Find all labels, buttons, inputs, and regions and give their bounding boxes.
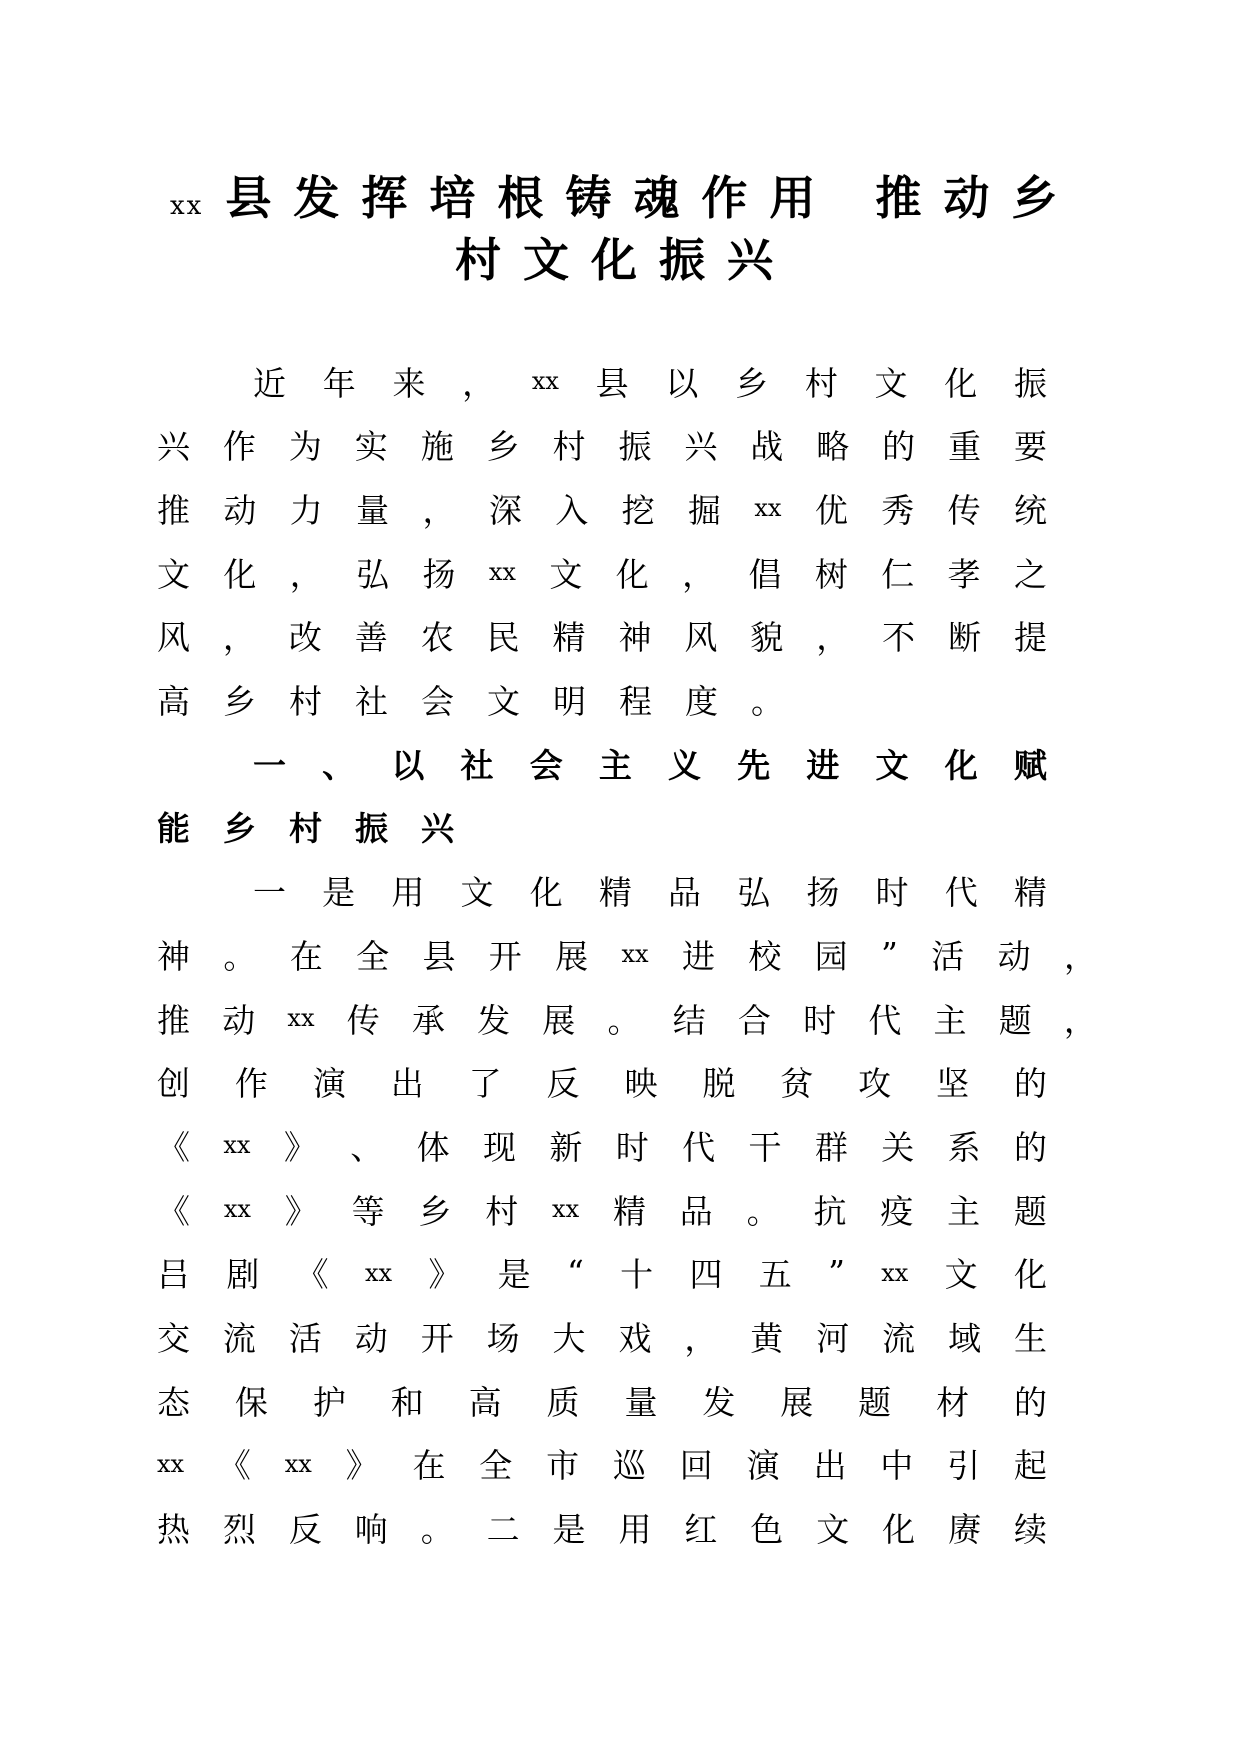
document-title-line-2 bbox=[455, 224, 795, 290]
body-line: 交 流 活 动 开 场 大 戏 ， 黄 河 流 域 生 bbox=[157, 1319, 1047, 1358]
body-line: 推 动 力 量 ， 深 入 挖 掘 xx 优 秀 传 统 bbox=[157, 490, 1047, 530]
body-line: 近 年 来 ， xx 县 以 乡 村 文 化 振 bbox=[253, 363, 1047, 403]
body-line: xx 《 xx 》 在 全 市 巡 回 演 出 中 引 起 bbox=[157, 1446, 1047, 1486]
body-line: 吕 剧 《 xx 》 是 “ 十 四 五 ” xx 文 化 bbox=[157, 1253, 1047, 1295]
body-line: 高 乡 村 社 会 文 明 程 度 。 bbox=[157, 682, 784, 721]
body-line: 风 ， 改 善 农 民 精 神 风 貌 ， 不 断 提 bbox=[157, 618, 1047, 658]
title-text-2: 村文化振兴 bbox=[455, 233, 795, 287]
body-line: 能 乡 村 振 兴 bbox=[157, 809, 454, 849]
body-line: 《 xx 》 、 体 现 新 时 代 干 群 关 系 的 bbox=[157, 1127, 1047, 1167]
title-text-1: 县发挥培根铸魂作用 推动乡 bbox=[225, 171, 1080, 225]
body-line: 创 作 演 出 了 反 映 脱 贫 攻 坚 的 bbox=[157, 1064, 1047, 1104]
body-line: 推 动 xx 传 承 发 展 。 结 合 时 代 主 题 ， bbox=[157, 1000, 1097, 1040]
body-line: 态 保 护 和 高 质 量 发 展 题 材 的 bbox=[157, 1382, 1047, 1422]
body-line: 神 。 在 全 县 开 展 xx 进 校 园 ” 活 动 ， bbox=[157, 934, 1097, 976]
title-prefix: xx bbox=[170, 191, 204, 221]
body-line: 一 、 以 社 会 主 义 先 进 文 化 赋 bbox=[253, 745, 1047, 785]
document-title-line-1 bbox=[170, 162, 1079, 228]
body-line: 热 烈 反 响 。 二 是 用 红 色 文 化 赓 续 bbox=[157, 1510, 1047, 1550]
body-line: 兴 作 为 实 施 乡 村 振 兴 战 略 的 重 要 bbox=[157, 427, 1047, 467]
body-line: 文 化 ， 弘 扬 xx 文 化 ， 倡 树 仁 孝 之 bbox=[157, 554, 1047, 594]
body-line: 《 xx 》 等 乡 村 xx 精 品 。 抗 疫 主 题 bbox=[157, 1191, 1047, 1231]
body-line: 一 是 用 文 化 精 品 弘 扬 时 代 精 bbox=[253, 873, 1047, 913]
